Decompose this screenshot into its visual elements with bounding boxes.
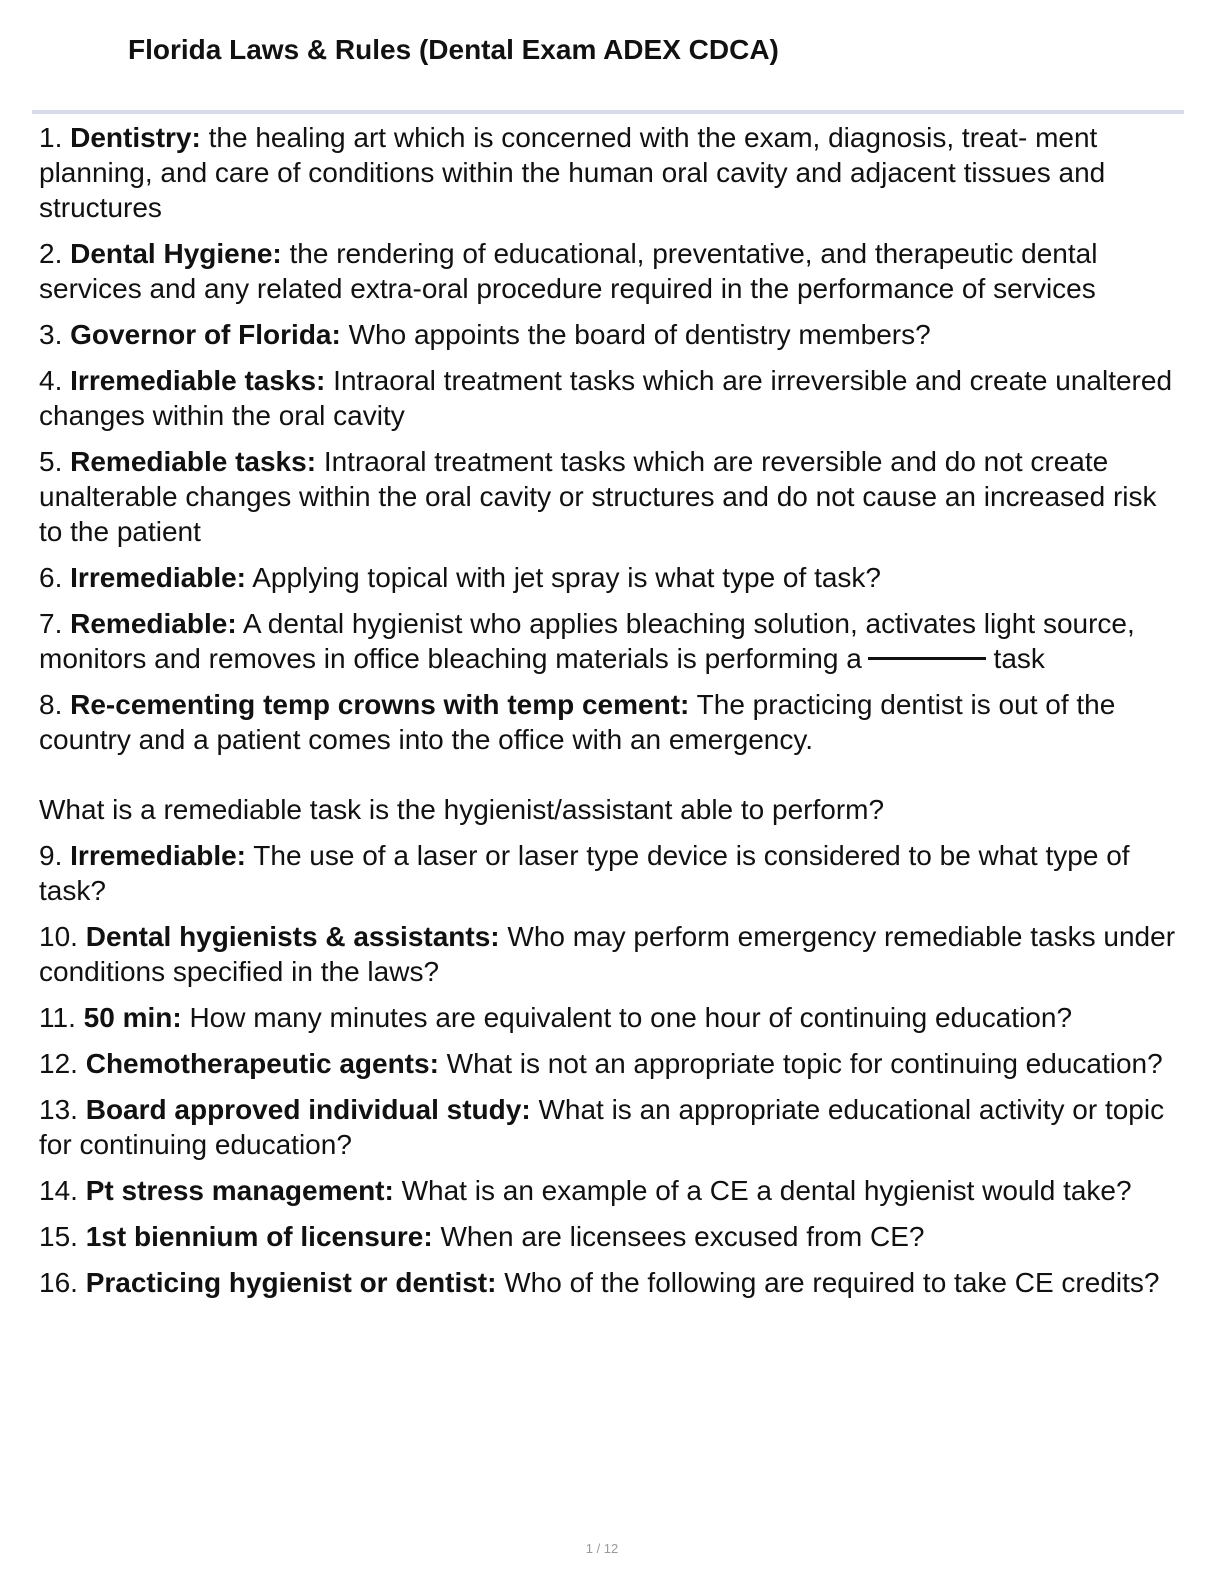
flashcard-list (39, 120, 1187, 1311)
item-number: 6. (39, 562, 63, 593)
item-definition: What is an example of a CE a dental hygienist would take? (401, 1175, 1132, 1206)
item-number: 3. (39, 319, 63, 350)
item-term: Chemotherapeutic agents: (85, 1048, 439, 1079)
item-term: 1st biennium of licensure: (85, 1221, 433, 1252)
list-item (39, 1219, 1187, 1254)
page-number: 1 / 12 (585, 1541, 619, 1556)
item-term: Dentistry: (70, 122, 201, 153)
item-number: 14. (39, 1175, 78, 1206)
item-number: 13. (39, 1094, 78, 1125)
fill-in-blank (868, 657, 986, 660)
item-number: 12. (39, 1048, 78, 1079)
item-definition-end: task (993, 643, 1045, 674)
item-definition: When are licensees excused from CE? (440, 1221, 925, 1252)
item-followup-question: What is a remediable task is the hygienist/assistant able to perform? (39, 794, 885, 825)
item-term: Dental Hygiene: (70, 238, 282, 269)
item-number: 9. (39, 840, 63, 871)
item-term: Dental hygienists & assistants: (85, 921, 500, 952)
document-title: Florida Laws & Rules (Dental Exam ADEX CDCA) (128, 34, 779, 65)
list-item (39, 1046, 1187, 1081)
item-definition: The practicing dentist is out of the country and a patient comes into the office with an emergency. (39, 689, 1116, 755)
item-definition: Intraoral treatment tasks which are irreversible and create unaltered changes within the oral cavity (39, 365, 1173, 431)
item-definition: the rendering of educational, preventative, and therapeutic dental services and any related extra-oral procedure required in the performance of services (39, 238, 1098, 304)
list-item (39, 838, 1187, 908)
item-term: Practicing hygienist or dentist: (85, 1267, 497, 1298)
list-item (39, 687, 1187, 827)
item-term: Governor of Florida: (70, 319, 341, 350)
list-item (39, 317, 1187, 352)
item-definition: the healing art which is concerned with the exam, diagnosis, treat- ment planning, and care of conditions within the human oral cavity and adjacent tissues and structures (39, 122, 1106, 223)
item-term: Irremediable: (70, 840, 246, 871)
item-term: Remediable: (70, 608, 237, 639)
list-item (39, 560, 1187, 595)
item-number: 7. (39, 608, 63, 639)
item-number: 15. (39, 1221, 78, 1252)
list-item (39, 1000, 1187, 1035)
title-divider (32, 110, 1184, 114)
item-number: 2. (39, 238, 63, 269)
item-definition: Intraoral treatment tasks which are reversible and do not create unalterable changes within the oral cavity or structures and do not cause an increased risk to the patient (39, 446, 1157, 547)
list-item (39, 1173, 1187, 1208)
item-term: Irremediable tasks: (70, 365, 326, 396)
item-definition: How many minutes are equivalent to one hour of continuing education? (189, 1002, 1073, 1033)
list-item (39, 1092, 1187, 1162)
item-definition: A dental hygienist who applies bleaching solution, activates light source, monitors and removes in office bleaching materials is performing a (39, 608, 1135, 674)
item-term: Re-cementing temp crowns with temp cement: (70, 689, 690, 720)
item-number: 4. (39, 365, 63, 396)
list-item (39, 363, 1187, 433)
item-number: 10. (39, 921, 78, 952)
item-number: 11. (39, 1002, 76, 1033)
item-definition: Who of the following are required to take CE credits? (504, 1267, 1160, 1298)
item-term: Pt stress management: (85, 1175, 394, 1206)
list-item (39, 1265, 1187, 1300)
item-definition: Applying topical with jet spray is what type of task? (252, 562, 881, 593)
item-number: 16. (39, 1267, 78, 1298)
item-definition: What is not an appropriate topic for continuing education? (446, 1048, 1163, 1079)
item-term: Board approved individual study: (85, 1094, 531, 1125)
item-number: 1. (39, 122, 63, 153)
item-definition: Who may perform emergency remediable tasks under conditions specified in the laws? (39, 921, 1176, 987)
list-item (39, 606, 1187, 676)
list-item (39, 236, 1187, 306)
item-definition: What is an appropriate educational activity or topic for continuing education? (39, 1094, 1165, 1160)
list-item (39, 919, 1187, 989)
list-item (39, 444, 1187, 549)
item-term: 50 min: (83, 1002, 182, 1033)
item-term: Remediable tasks: (70, 446, 317, 477)
item-definition: Who appoints the board of dentistry members? (348, 319, 931, 350)
item-term: Irremediable: (70, 562, 246, 593)
item-definition: The use of a laser or laser type device is considered to be what type of task? (39, 840, 1130, 906)
item-number: 5. (39, 446, 63, 477)
item-number: 8. (39, 689, 63, 720)
list-item (39, 120, 1187, 225)
